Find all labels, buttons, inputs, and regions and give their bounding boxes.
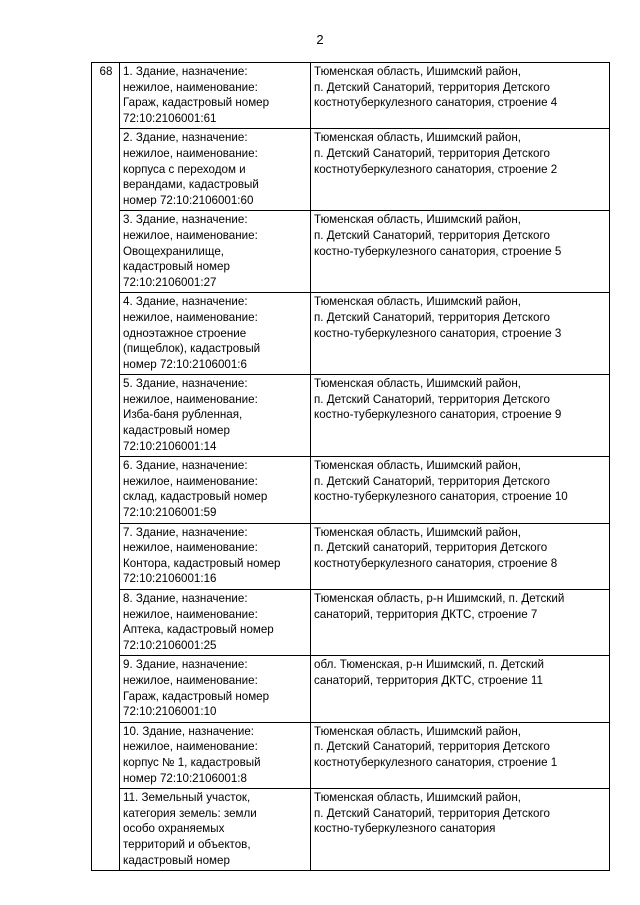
object-description-line: кадастровый номер	[123, 424, 230, 438]
address-line: Тюменская область, Ишимский район,	[314, 791, 521, 805]
object-description-cell	[120, 789, 311, 871]
object-description-line: 72:10:2106001:25	[123, 638, 217, 652]
object-description-line: 72:10:2106001:14	[123, 439, 217, 453]
object-description-line: 6. Здание, назначение:	[123, 459, 248, 473]
address-cell	[311, 457, 610, 523]
object-description-line: Овощехранилище,	[123, 244, 224, 258]
property-table	[91, 62, 610, 871]
object-description-line: 8. Здание, назначение:	[123, 592, 248, 605]
address-line: обл. Тюменская, р-н Ишимский, п. Детский	[314, 658, 544, 672]
address-cell	[311, 590, 610, 656]
object-description-line: Гараж, кадастровый номер	[123, 689, 270, 703]
object-description-line: нежилое, наименование:	[123, 228, 258, 242]
object-description-line: Изба-баня рубленная,	[123, 408, 243, 422]
object-description-cell	[120, 375, 311, 457]
object-description-line: корпус № 1, кадастровый	[123, 755, 261, 769]
address-line: п. Детский Санаторий, территория Детского	[314, 806, 550, 820]
object-description-line: 72:10:2106001:61	[123, 111, 217, 125]
object-description-line: кадастровый номер	[123, 260, 230, 274]
table-row	[92, 457, 610, 523]
table-row	[92, 211, 610, 293]
object-description-cell	[120, 63, 311, 129]
address-line: Тюменская область, Ишимский район,	[314, 131, 521, 145]
object-description-line: кадастровый номер	[123, 853, 230, 867]
table-row	[92, 129, 610, 211]
address-line: костно-туберкулезного санатория, строение 9	[314, 408, 562, 422]
object-description-cell	[120, 457, 311, 523]
object-description-line: 72:10:2106001:59	[123, 506, 217, 520]
object-description-line: 72:10:2106001:16	[123, 572, 217, 586]
object-description-cell	[120, 656, 311, 722]
address-line: Тюменская область, Ишимский район,	[314, 459, 521, 473]
object-description-line: верандами, кадастровый	[123, 178, 259, 192]
address-cell	[311, 523, 610, 589]
address-line: п. Детский Санаторий, территория Детского	[314, 80, 550, 94]
object-description-line: особо охраняемых	[123, 822, 225, 836]
object-description-line: нежилое, наименование:	[123, 673, 258, 687]
object-description-line: номер 72:10:2106001:6	[123, 357, 247, 371]
object-description-cell	[120, 129, 311, 211]
address-cell	[311, 129, 610, 211]
table-row	[92, 293, 610, 375]
object-description-cell	[120, 722, 311, 788]
object-description-line: нежилое, наименование:	[123, 310, 258, 324]
address-line: п. Детский Санаторий, территория Детского	[314, 474, 550, 488]
address-line: костно-туберкулезного санатория, строение 5	[314, 244, 562, 258]
address-line: костно-туберкулезного санатория, строение 10	[314, 490, 568, 504]
object-description-line: 72:10:2106001:27	[123, 275, 217, 289]
table-row	[92, 375, 610, 457]
address-line: Тюменская область, Ишимский район,	[314, 377, 521, 391]
object-description-line: 5. Здание, назначение:	[123, 377, 248, 391]
object-description-line: номер 72:10:2106001:8	[123, 771, 247, 785]
object-description-line: нежилое, наименование:	[123, 146, 258, 160]
object-description-line: нежилое, наименование:	[123, 80, 258, 94]
object-description-line: Контора, кадастровый номер	[123, 556, 281, 570]
address-line: Тюменская область, р-н Ишимский, п. Детский	[314, 592, 565, 605]
table-row	[92, 789, 610, 871]
address-line: костнотуберкулезного санатория, строение 1	[314, 755, 558, 769]
object-description-line: нежилое, наименование:	[123, 607, 258, 621]
object-description-line: Гараж, кадастровый номер	[123, 96, 270, 110]
object-description-line: 9. Здание, назначение:	[123, 658, 248, 672]
object-description-line: Аптека, кадастровый номер	[123, 623, 274, 637]
address-line: Тюменская область, Ишимский район,	[314, 213, 521, 227]
object-description-line: 2. Здание, назначение:	[123, 131, 248, 145]
address-line: костнотуберкулезного санатория, строение 2	[314, 162, 558, 176]
address-line: п. Детский Санаторий, территория Детского	[314, 310, 550, 324]
object-description-line: 11. Земельный участок,	[123, 791, 251, 805]
object-description-line: склад, кадастровый номер	[123, 490, 268, 504]
object-description-line: территорий и объектов,	[123, 837, 251, 851]
address-line: Тюменская область, Ишимский район,	[314, 525, 521, 539]
address-line: Тюменская область, Ишимский район,	[314, 295, 521, 309]
address-cell	[311, 63, 610, 129]
table-row	[92, 523, 610, 589]
object-description-line: 72:10:2106001:10	[123, 705, 217, 719]
address-cell	[311, 375, 610, 457]
object-description-line: одноэтажное строение	[123, 326, 247, 340]
address-line: санаторий, территория ДКТС, строение 7	[314, 607, 538, 621]
object-description-line: категория земель: земли	[123, 806, 257, 820]
address-line: костно-туберкулезного санатория, строение 3	[314, 326, 562, 340]
address-line: п. Детский Санаторий, территория Детского	[314, 740, 550, 754]
address-cell	[311, 211, 610, 293]
object-description-cell	[120, 523, 311, 589]
object-description-line: нежилое, наименование:	[123, 541, 258, 555]
object-description-line: корпуса с переходом и	[123, 162, 246, 176]
address-line: костно-туберкулезного санатория	[314, 822, 496, 836]
object-description-cell	[120, 590, 311, 656]
address-line: костнотуберкулезного санатория, строение 4	[314, 96, 558, 110]
page-number: 2	[316, 32, 324, 47]
object-description-cell	[120, 293, 311, 375]
object-description-line: (пищеблок), кадастровый	[123, 342, 261, 356]
object-description-line: 4. Здание, назначение:	[123, 295, 248, 309]
address-line: п. Детский Санаторий, территория Детского	[314, 146, 550, 160]
object-description-line: нежилое, наименование:	[123, 392, 258, 406]
address-line: п. Детский Санаторий, территория Детского	[314, 392, 550, 406]
table-row	[92, 63, 610, 129]
address-line: Тюменская область, Ишимский район,	[314, 724, 521, 738]
address-cell	[311, 293, 610, 375]
object-description-line: 10. Здание, назначение:	[123, 724, 254, 738]
table-row	[92, 722, 610, 788]
address-cell	[311, 656, 610, 722]
object-description-line: 3. Здание, назначение:	[123, 213, 248, 227]
table-row	[92, 656, 610, 722]
address-line: п. Детский санаторий, территория Детского	[314, 541, 548, 555]
object-description-line: номер 72:10:2106001:60	[123, 193, 254, 207]
table-row	[92, 590, 610, 656]
address-line: костнотуберкулезного санатория, строение 8	[314, 556, 558, 570]
object-description-line: нежилое, наименование:	[123, 740, 258, 754]
address-cell	[311, 789, 610, 871]
object-description-line: 1. Здание, назначение:	[123, 65, 248, 78]
object-description-cell	[120, 211, 311, 293]
object-description-line: нежилое, наименование:	[123, 474, 258, 488]
object-description-line: 7. Здание, назначение:	[123, 525, 248, 539]
address-cell	[311, 722, 610, 788]
group-number-cell: 68	[92, 63, 120, 871]
address-line: п. Детский Санаторий, территория Детского	[314, 228, 550, 242]
address-line: санаторий, территория ДКТС, строение 11	[314, 673, 543, 687]
address-line: Тюменская область, Ишимский район,	[314, 65, 521, 78]
property-table-body	[92, 63, 610, 871]
